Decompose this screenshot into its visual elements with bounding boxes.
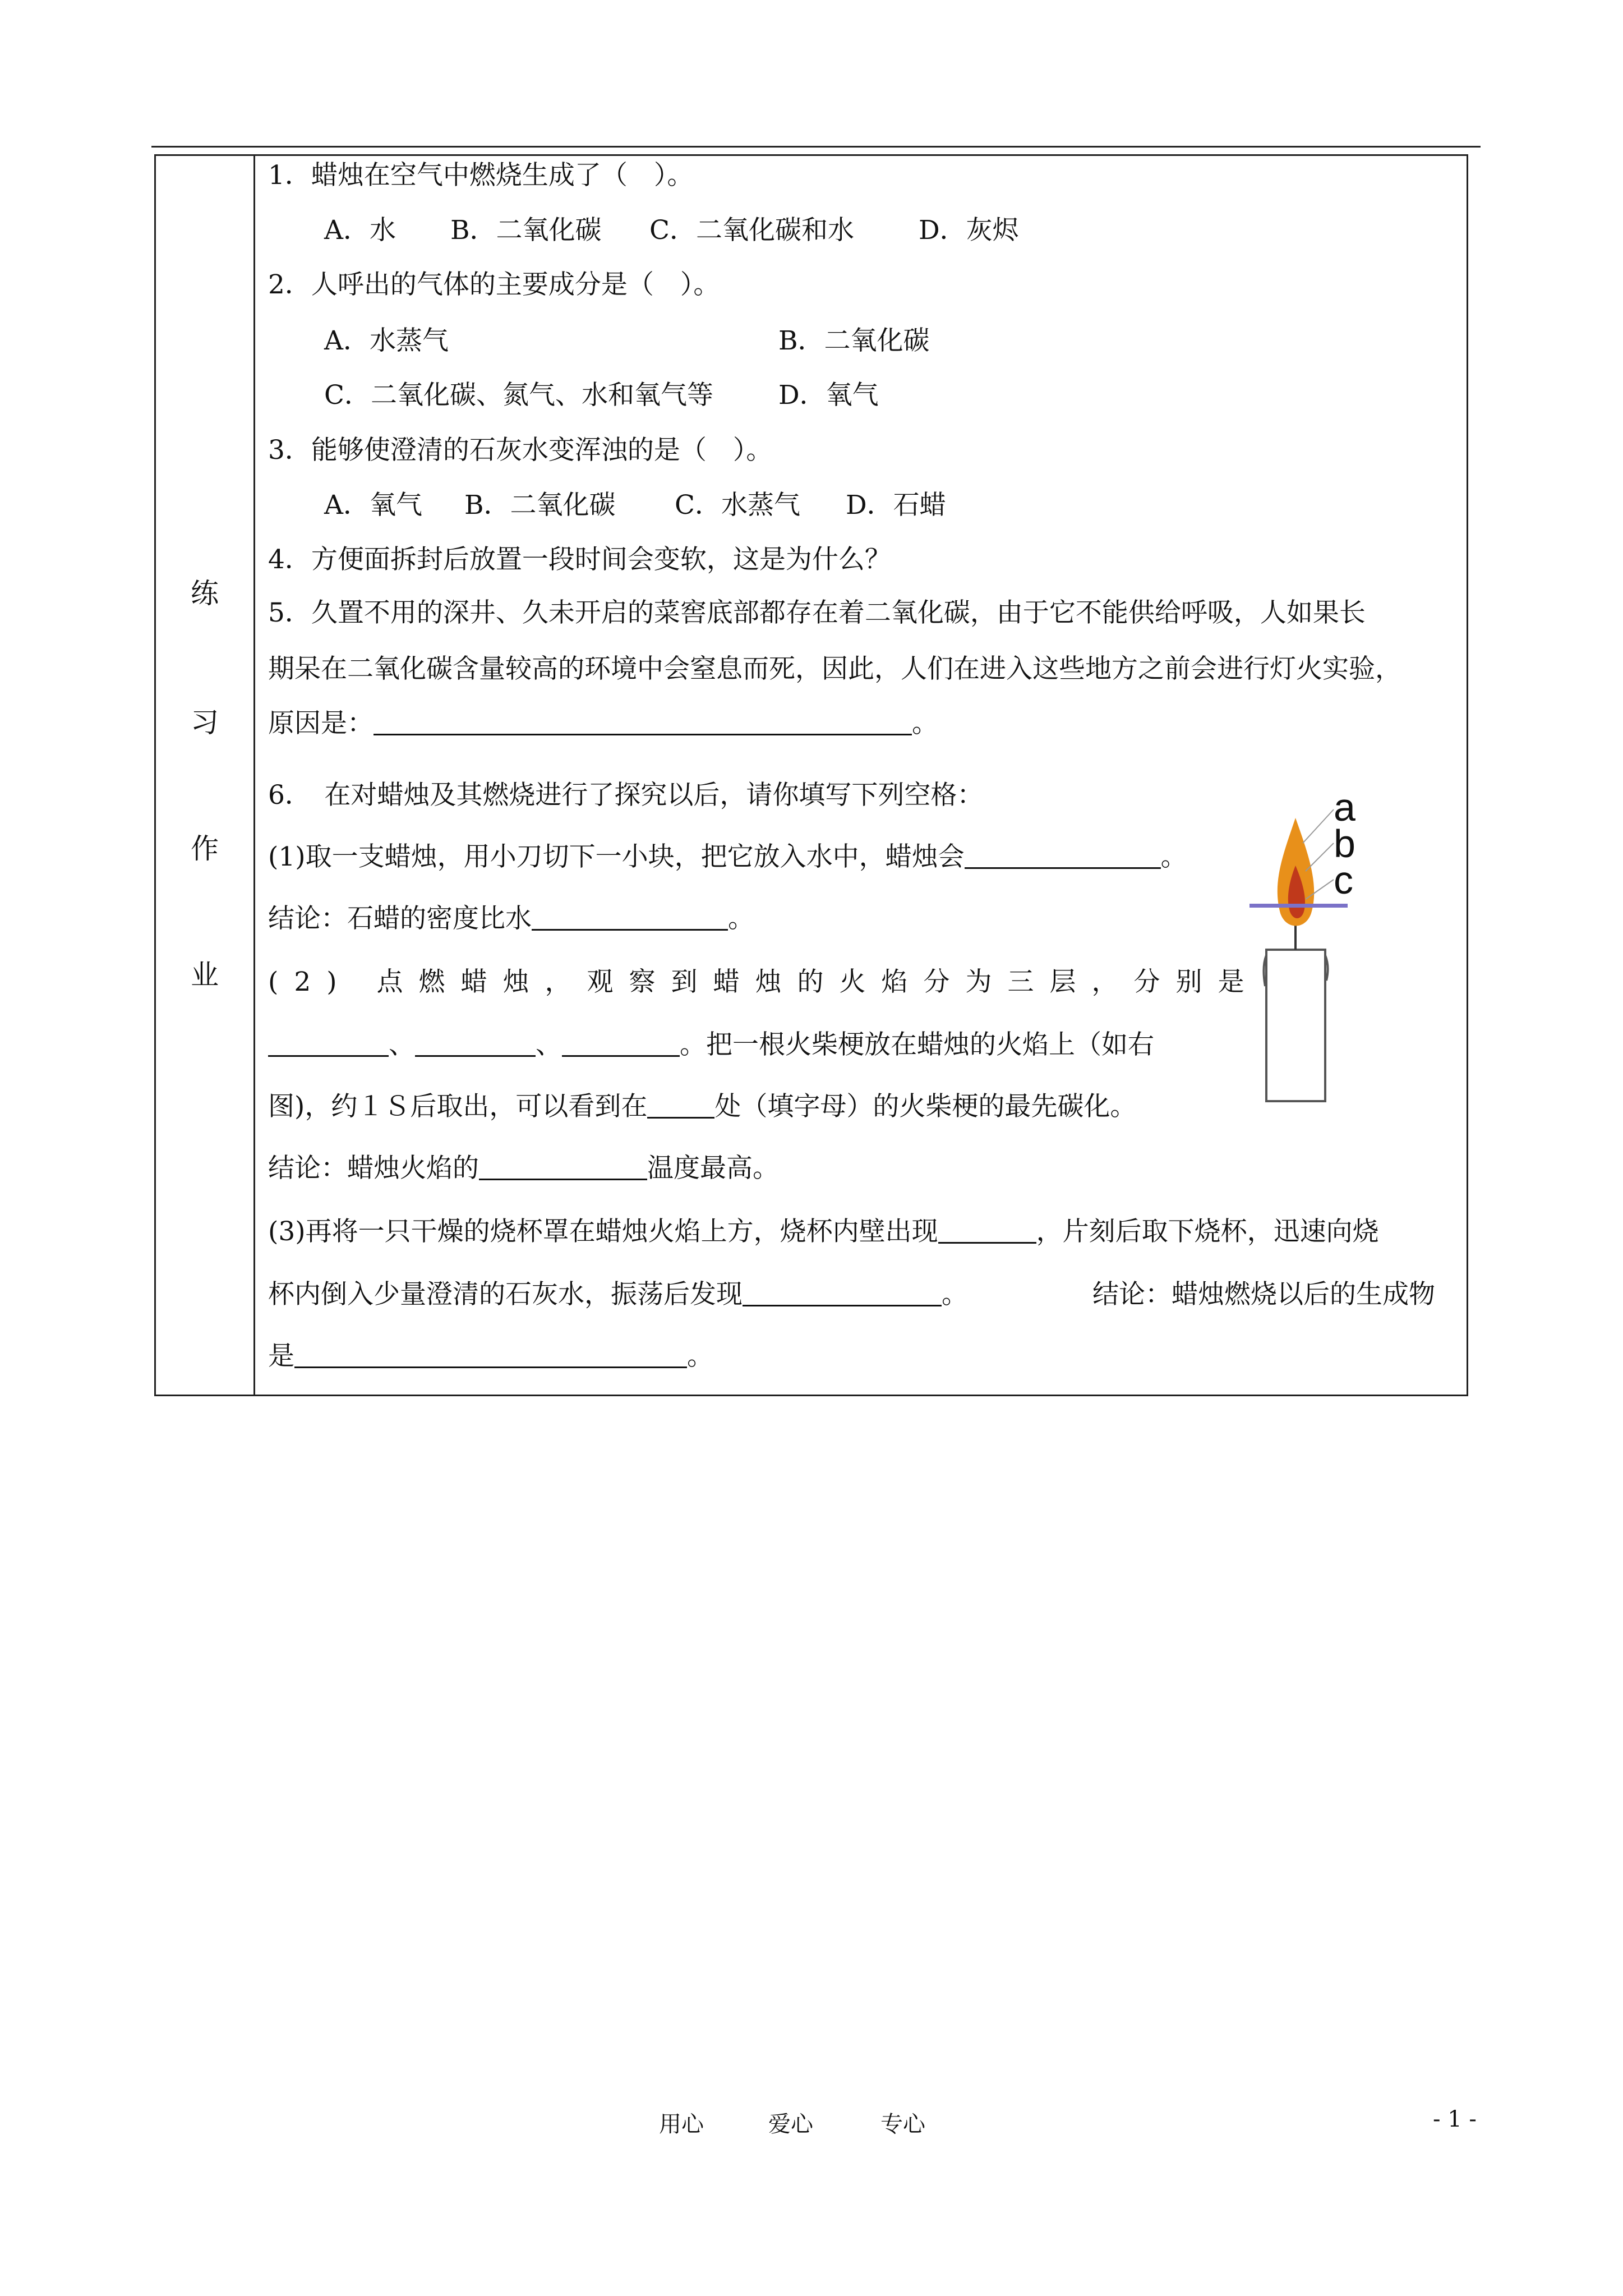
answer-blank	[415, 1030, 536, 1057]
section-label-char: 作	[191, 832, 219, 865]
question-2-option-c: C．二氧化碳、氮气、水和氧气等	[324, 380, 713, 411]
footer-motto-3: 专心	[880, 2111, 925, 2137]
question-3-option-b: B．二氧化碳	[464, 490, 616, 521]
question-4-stem: 4．方便面拆封后放置一段时间会变软，这是为什么？	[268, 544, 891, 575]
pointer-line-b	[1306, 843, 1334, 871]
answer-blank	[647, 1092, 714, 1119]
question-6-conclusion-1: 结论：石蜡的密度比水 。	[268, 903, 754, 934]
question-6-part-2: (2) 点燃蜡烛，观察到蜡烛的火焰分为三层，分别是	[268, 967, 1260, 997]
answer-blank	[562, 1030, 680, 1057]
question-5-line: 5．久置不用的深井、久未开启的菜窖底部都存在着二氧化碳，由于它不能供给呼吸，人如果长	[268, 597, 1366, 628]
header-rule	[151, 146, 1481, 148]
question-6-part-3-line-3: 是 。	[268, 1341, 713, 1372]
question-6-part-3-line-2: 杯内倒入少量澄清的石灰水，振荡后发现 。	[268, 1279, 968, 1310]
worksheet-table	[154, 154, 1468, 1396]
question-6-part-3-conclusion: 结论：蜡烛燃烧以后的生成物	[1092, 1279, 1435, 1310]
figure-label-c: c	[1334, 858, 1353, 902]
question-1-option-c: C．二氧化碳和水	[649, 215, 854, 246]
question-6-part-2-line-3: 图)，约１Ｓ后取出，可以看到在 处（填字母）的火柴梗的最先碳化。	[268, 1091, 1137, 1122]
question-2-stem: 2．人呼出的气体的主要成分是（ ）。	[268, 269, 720, 300]
answer-blank	[294, 1342, 687, 1368]
answer-blank	[938, 1217, 1036, 1244]
question-6-conclusion-2: 结论：蜡烛火焰的 温度最高。	[268, 1153, 779, 1184]
question-2-option-a: A．水蒸气	[324, 325, 449, 356]
pointer-line-a	[1303, 809, 1334, 843]
question-6-part-2-blanks: 、 、 。把一根火柴梗放在蜡烛的火焰上（如右	[268, 1028, 1154, 1062]
section-label-char: 习	[191, 706, 219, 739]
footer-motto-2: 爱心	[768, 2111, 813, 2137]
footer-motto-1: 用心	[659, 2111, 704, 2137]
question-1-option-d: D．灰烬	[919, 215, 1019, 246]
figure-label-a: a	[1334, 787, 1355, 829]
matchstick	[1249, 904, 1348, 908]
answer-blank	[965, 843, 1161, 869]
question-6-intro: 6． 在对蜡烛及其燃烧进行了探究以后，请你填写下列空格：	[268, 780, 984, 811]
question-3-option-a: A．氧气	[324, 490, 422, 521]
question-2-option-b: B．二氧化碳	[778, 325, 930, 356]
answer-blank	[479, 1154, 647, 1180]
question-3-option-d: D．石蜡	[846, 490, 946, 521]
question-5-line: 期呆在二氧化碳含量较高的环境中会窒息而死，因此，人们在进入这些地方之前会进行灯火实验，	[268, 654, 1401, 684]
answer-blank	[532, 904, 728, 931]
question-1-option-b: B．二氧化碳	[450, 215, 602, 246]
question-6-part-3: (3)再将一只干燥的烧杯罩在蜡烛火焰上方，烧杯内壁出现 ，片刻后取下烧杯，迅速向烧	[268, 1216, 1379, 1247]
section-label-char: 练	[191, 577, 219, 610]
section-label-char: 业	[191, 959, 219, 991]
candle-body	[1266, 950, 1325, 1101]
question-2-option-d: D．氧气	[778, 380, 879, 411]
question-5-line: 原因是： 。	[268, 708, 938, 739]
answer-blank	[268, 1030, 389, 1057]
figure-label-b: b	[1334, 822, 1355, 866]
question-3-option-c: C．水蒸气	[675, 490, 800, 521]
question-1-stem: 1．蜡烛在空气中燃烧生成了（ ）。	[268, 160, 694, 191]
page-number: - 1 -	[1433, 2106, 1477, 2132]
section-label-column	[156, 156, 255, 1395]
question-1-option-a: A．水	[324, 215, 396, 246]
candle-flame-figure	[1249, 787, 1362, 1112]
question-3-stem: 3．能够使澄清的石灰水变浑浊的是（ ）。	[268, 435, 773, 466]
answer-blank	[374, 709, 912, 735]
question-5-prefix: 原因是：	[268, 708, 374, 739]
question-6-part-1: (1)取一支蜡烛，用小刀切下一小块，把它放入水中，蜡烛会 。	[268, 841, 1187, 872]
answer-blank	[743, 1280, 942, 1306]
